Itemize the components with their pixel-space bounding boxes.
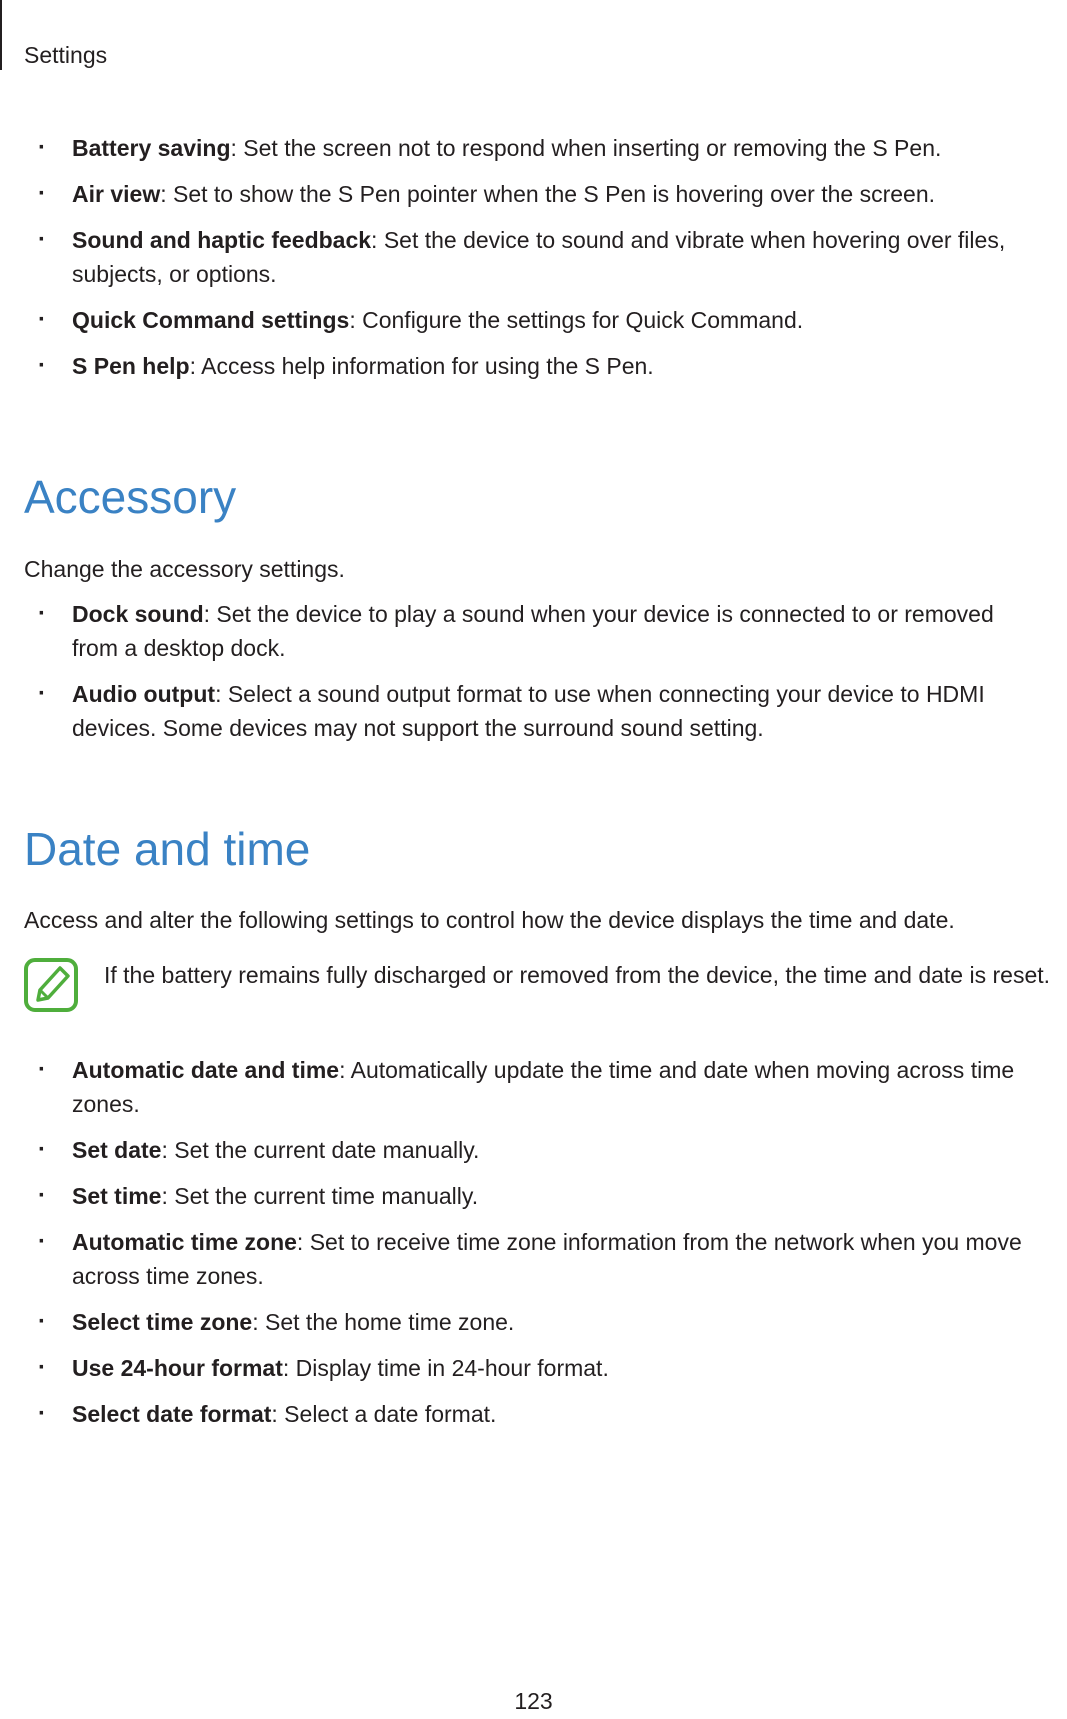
item-desc: : Select a date format. xyxy=(271,1401,497,1427)
list-item xyxy=(24,303,1024,337)
item-desc: : Set the current time manually. xyxy=(161,1183,479,1209)
item-term: S Pen help xyxy=(72,353,190,379)
list-item xyxy=(24,131,1024,165)
item-desc: : Set the home time zone. xyxy=(252,1309,515,1335)
date-time-settings-list xyxy=(24,1053,1064,1443)
note-box xyxy=(24,958,1054,1012)
spen-settings-list xyxy=(24,131,1024,395)
list-item xyxy=(24,1351,1064,1385)
item-desc: : Configure the settings for Quick Command. xyxy=(349,307,804,333)
item-term: Set time xyxy=(72,1183,162,1209)
list-item xyxy=(24,677,1024,745)
running-head: Settings xyxy=(24,42,108,68)
item-term: Use 24-hour format xyxy=(72,1355,283,1381)
list-item xyxy=(24,1053,1064,1121)
item-term: Battery saving xyxy=(72,135,231,161)
item-term: Automatic date and time xyxy=(72,1057,340,1083)
accessory-intro: Change the accessory settings. xyxy=(24,556,345,582)
item-desc: : Set the device to sound and vibrate when hovering over files, subjects, or options. xyxy=(72,227,1006,287)
list-item xyxy=(24,223,1024,291)
accessory-settings-list xyxy=(24,597,1024,757)
item-desc: : Set the screen not to respond when inserting or removing the S Pen. xyxy=(230,135,942,161)
date-time-intro: Access and alter the following settings to control how the device displays the time and date. xyxy=(24,907,955,933)
item-desc: : Display time in 24-hour format. xyxy=(282,1355,609,1381)
date-time-title: Date and time xyxy=(24,823,311,875)
item-term: Air view xyxy=(72,181,161,207)
item-term: Set date xyxy=(72,1137,162,1163)
item-term: Audio output xyxy=(72,681,216,707)
item-desc: : Access help information for using the S Pen. xyxy=(189,353,654,379)
item-desc: : Automatically update the time and date when moving across time zones. xyxy=(72,1057,1015,1117)
item-term: Sound and haptic feedback xyxy=(72,227,372,253)
item-desc: : Select a sound output format to use when connecting your device to HDMI devices. Some devices may not support the surround sound setting. xyxy=(72,681,985,741)
item-desc: : Set to show the S Pen pointer when the S Pen is hovering over the screen. xyxy=(160,181,936,207)
item-desc: : Set the current date manually. xyxy=(161,1137,480,1163)
item-desc: : Set the device to play a sound when your device is connected to or removed from a desktop dock. xyxy=(72,601,994,661)
list-item xyxy=(24,349,1024,383)
list-item xyxy=(24,597,1024,665)
note-text: If the battery remains fully discharged or removed from the device, the time and date is reset. xyxy=(104,962,1051,988)
list-item xyxy=(24,1305,1064,1339)
list-item xyxy=(24,1225,1064,1293)
note-pencil-icon xyxy=(24,958,78,1012)
page-number: 123 xyxy=(514,1688,553,1714)
list-item xyxy=(24,1179,1064,1213)
list-item xyxy=(24,1397,1064,1431)
item-term: Select date format xyxy=(72,1401,272,1427)
accessory-title: Accessory xyxy=(24,471,237,523)
item-desc: : Set to receive time zone information from the network when you move across time zones. xyxy=(72,1229,1022,1289)
list-item xyxy=(24,177,1024,211)
item-term: Dock sound xyxy=(72,601,204,627)
list-item xyxy=(24,1133,1064,1167)
item-term: Automatic time zone xyxy=(72,1229,297,1255)
item-term: Quick Command settings xyxy=(72,307,350,333)
item-term: Select time zone xyxy=(72,1309,253,1335)
corner-rule xyxy=(0,0,2,70)
